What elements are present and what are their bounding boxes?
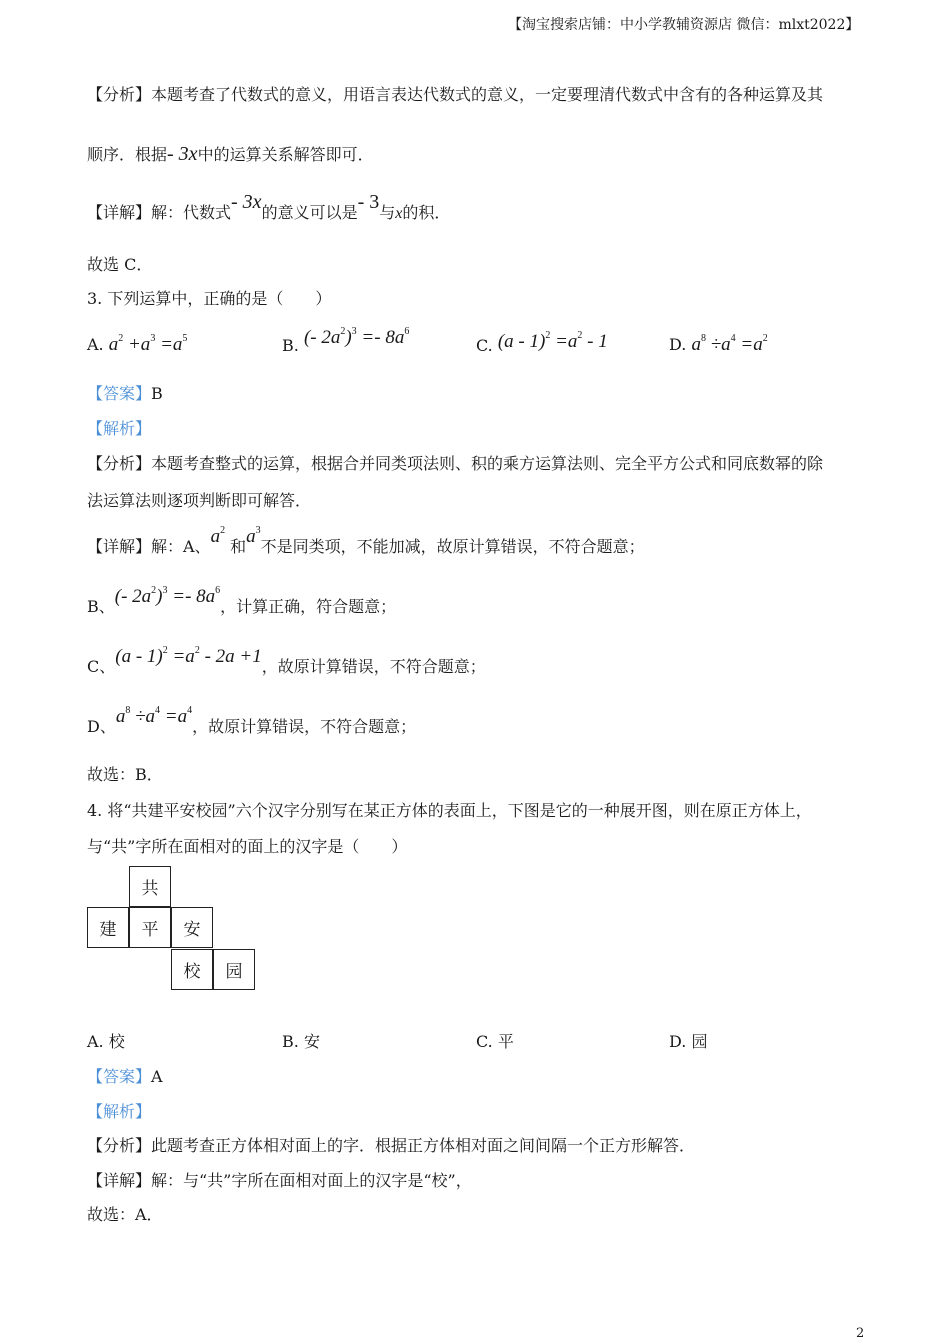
q3-analysis-line1: 【分析】本题考查整式的运算，根据合并同类项法则、积的乘方运算法则、完全平方公式和同底数幂的除 [87, 454, 824, 473]
q3-jiexi: 【解析】 [87, 419, 152, 438]
q4-analysis: 【分析】此题考查正方体相对面上的字．根据正方体相对面之间间隔一个正方形解答． [87, 1136, 696, 1155]
q4-option-d[interactable]: D. 园 [669, 1032, 708, 1051]
q2-choice: 故选 C． [87, 255, 153, 274]
q2-detail: 【详解】解：代数式- 3x的意义可以是- 3与x的积． [87, 191, 451, 222]
net-cell-yuan: 园 [213, 949, 255, 990]
net-cell-xiao: 校 [171, 949, 213, 990]
cube-net [87, 866, 259, 992]
q4-stem-line1: 4. 将“共建平安校园”六个汉字分别写在某正方体的表面上，下图是它的一种展开图，则在原正方体上， [87, 801, 812, 820]
header-text: 【淘宝搜索店铺：中小学教辅资源店 微信：mlxt2022】 [508, 17, 860, 33]
q3-detail-d: D、$a^8 \div a^4 =a^4$，故原计算错误，不符合题意； [87, 705, 417, 736]
q3-option-c[interactable]: C. $(a - 1)^2 =a^2 - 1$ [476, 330, 608, 355]
q3-answer: 【答案】B [87, 384, 163, 403]
q4-answer: 【答案】A [87, 1067, 163, 1086]
q3-stem: 3. 下列运算中，正确的是（ ） [87, 289, 332, 308]
q4-option-c[interactable]: C. 平 [476, 1032, 514, 1051]
q3-detail-c: C、$(a - 1)^2 =a^2 - 2a +1$，故原计算错误，不符合题意； [87, 645, 486, 676]
q3-analysis-line2: 法运算法则逐项判断即可解答． [87, 491, 312, 510]
q2-analysis-line1: 【分析】本题考查了代数式的意义，用语言表达代数式的意义，一定要理清代数式中含有的各种运算及其 [87, 85, 824, 104]
page-number: 2 [856, 1326, 865, 1341]
q4-option-b[interactable]: B. 安 [282, 1032, 320, 1051]
q4-option-a[interactable]: A. 校 [87, 1032, 125, 1051]
q3-option-d[interactable]: D. $a^8 \div a^4 =a^2$ [669, 333, 768, 355]
q4-jiexi: 【解析】 [87, 1102, 152, 1121]
q3-detail-a: 【详解】解：A、$a^2$ 和$a^3$不是同类项，不能加减，故原计算错误，不符合题意； [87, 525, 645, 556]
q4-detail: 【详解】解：与“共”字所在面相对面上的汉字是“校”， [87, 1171, 472, 1190]
net-cell-jian: 建 [87, 907, 129, 948]
q4-choice: 故选：A． [87, 1205, 163, 1224]
q3-option-b[interactable]: B. (- $2a^2)^3 =- 8a^6$ [282, 326, 410, 355]
q3-choice: 故选：B． [87, 765, 163, 784]
net-cell-gong: 共 [129, 866, 171, 907]
net-cell-ping: 平 [129, 907, 171, 948]
net-cell-an: 安 [171, 907, 213, 948]
q3-option-a[interactable]: A. $a^2 +a^3 =a^5$ [87, 333, 188, 355]
q2-analysis-line2: 顺序．根据- 3x中的运算关系解答即可． [87, 143, 374, 165]
q4-stem-line2: 与“共”字所在面相对的面上的汉字是（ ） [87, 837, 408, 856]
q3-detail-b: B、(- $2a^2)^3 =- 8a^6$，计算正确，符合题意； [87, 585, 397, 616]
